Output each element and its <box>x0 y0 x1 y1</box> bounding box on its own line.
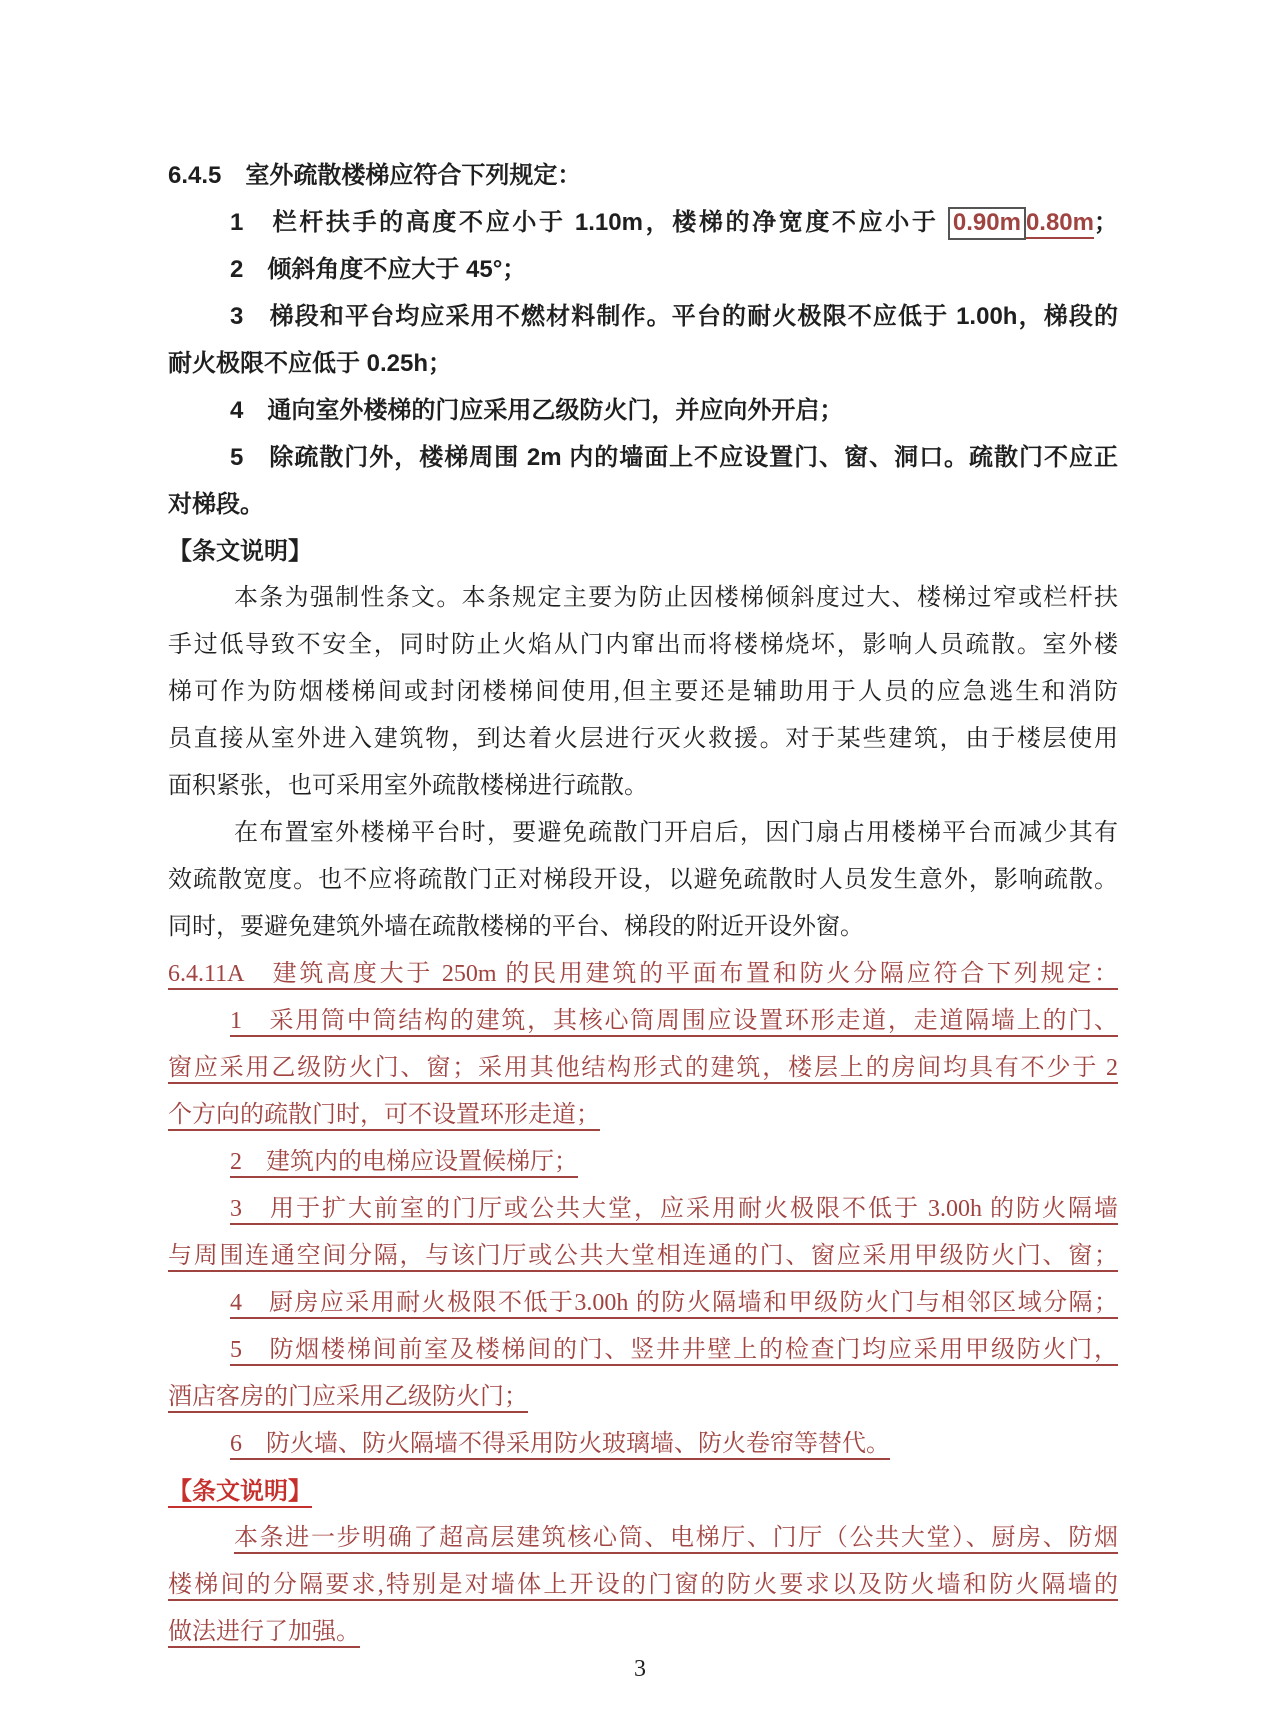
clause-6-4-5-item-5-line-1 <box>168 434 1118 481</box>
explanation-2-para-1-line-2 <box>168 1562 1118 1609</box>
text-run: 【条文说明】 <box>168 538 312 565</box>
clause-6-4-11A-item-5-line-2 <box>168 1374 1118 1421</box>
explanation-2-para-1-line-1 <box>168 1515 1118 1562</box>
explanation-2-para-1-line-3 <box>168 1609 1118 1656</box>
explanation-heading-1 <box>168 528 1118 575</box>
clause-6-4-5-item-3-line-1 <box>168 293 1118 340</box>
clause-6-4-11A-item-4 <box>168 1280 1118 1327</box>
text-run: 2 建筑内的电梯应设置候梯厅； <box>230 1149 578 1175</box>
text-run: 酒店客房的门应采用乙级防火门； <box>168 1384 528 1410</box>
text-run: 个方向的疏散门时，可不设置环形走道； <box>168 1102 600 1128</box>
document-body <box>168 152 1118 1656</box>
text-run: 6 防火墙、防火隔墙不得采用防火玻璃墙、防火卷帘等替代。 <box>230 1431 890 1457</box>
explanation-1-para-1-line-4 <box>168 716 1118 763</box>
text-run: 效疏散宽度。也不应将疏散门正对梯段开设，以避免疏散时人员发生意外，影响疏散。 <box>168 867 1118 893</box>
clause-6-4-5-item-4 <box>168 387 1118 434</box>
clause-6-4-5-item-2 <box>168 246 1118 293</box>
explanation-heading-2 <box>168 1468 1118 1515</box>
text-run: 耐火极限不应低于 0.25h； <box>168 350 453 377</box>
text-run: 手过低导致不安全，同时防止火焰从门内窜出而将楼梯烧坏，影响人员疏散。室外楼 <box>168 632 1118 658</box>
text-run: 同时，要避免建筑外墙在疏散楼梯的平台、梯段的附近开设外窗。 <box>168 914 864 940</box>
text-run: 6.4.5 室外疏散楼梯应符合下列规定： <box>168 162 582 189</box>
text-run: 4 厨房应采用耐火极限不低于3.00h 的防火隔墙和甲级防火门与相邻区域分隔； <box>230 1290 1118 1316</box>
clause-6-4-11A-heading <box>168 951 1118 998</box>
explanation-1-para-1-line-3 <box>168 669 1118 716</box>
explanation-1-para-1-line-2 <box>168 622 1118 669</box>
explanation-1-para-1-line-1 <box>168 575 1118 622</box>
clause-6-4-11A-item-5-line-1 <box>168 1327 1118 1374</box>
clause-6-4-5-item-1 <box>168 199 1118 246</box>
text-run: 1 栏杆扶手的高度不应小于 1.10m，楼梯的净宽度不应小于 <box>230 209 948 236</box>
explanation-1-para-1-line-5 <box>168 763 1118 810</box>
text-run: 与周围连通空间分隔，与该门厅或公共大堂相连通的门、窗应采用甲级防火门、窗； <box>168 1243 1118 1269</box>
text-run: 窗应采用乙级防火门、窗；采用其他结构形式的建筑，楼层上的房间均具有不少于 2 <box>168 1055 1118 1081</box>
inserted-value-underlined: 0.80m <box>1025 209 1094 236</box>
explanation-1-para-2-line-1 <box>168 810 1118 857</box>
clause-6-4-5-heading <box>168 152 1118 199</box>
explanation-1-para-2-line-2 <box>168 857 1118 904</box>
text-run: 5 防烟楼梯间前室及楼梯间的门、竖井井壁上的检查门均应采用甲级防火门， <box>230 1337 1118 1363</box>
text-run: 面积紧张，也可采用室外疏散楼梯进行疏散。 <box>168 773 648 799</box>
text-run: 梯可作为防烟楼梯间或封闭楼梯间使用,但主要还是辅助用于人员的应急逃生和消防 <box>168 679 1118 705</box>
clause-6-4-11A-item-1-line-1 <box>168 998 1118 1045</box>
text-run: ； <box>1094 209 1118 236</box>
text-run: 【条文说明】 <box>168 1478 312 1505</box>
clause-6-4-11A-item-3-line-2 <box>168 1233 1118 1280</box>
text-run: 在布置室外楼梯平台时，要避免疏散门开启后，因门扇占用楼梯平台而减少其有 <box>234 820 1118 846</box>
clause-6-4-11A-item-1-line-2 <box>168 1045 1118 1092</box>
text-run: 3 用于扩大前室的门厅或公共大堂，应采用耐火极限不低于 3.00h 的防火隔墙 <box>230 1196 1118 1222</box>
clause-6-4-11A-item-6 <box>168 1421 1118 1468</box>
text-run: 做法进行了加强。 <box>168 1619 360 1645</box>
clause-6-4-5-item-3-line-2 <box>168 340 1118 387</box>
clause-6-4-11A-item-3-line-1 <box>168 1186 1118 1233</box>
clause-6-4-5-item-5-line-2 <box>168 481 1118 528</box>
clause-6-4-11A-item-1-line-3 <box>168 1092 1118 1139</box>
text-run: 4 通向室外楼梯的门应采用乙级防火门，并应向外开启； <box>230 397 844 424</box>
deleted-value-boxed: 0.90m <box>948 207 1026 240</box>
explanation-1-para-2-line-3 <box>168 904 1118 951</box>
text-run: 员直接从室外进入建筑物，到达着火层进行灭火救援。对于某些建筑，由于楼层使用 <box>168 726 1118 752</box>
text-run: 本条为强制性条文。本条规定主要为防止因楼梯倾斜度过大、楼梯过窄或栏杆扶 <box>234 585 1118 611</box>
text-run: 对梯段。 <box>168 491 264 518</box>
text-run: 1 采用筒中筒结构的建筑，其核心筒周围应设置环形走道，走道隔墙上的门、 <box>230 1008 1118 1034</box>
clause-6-4-11A-item-2 <box>168 1139 1118 1186</box>
page-number: 3 <box>634 1656 646 1682</box>
text-run: 3 梯段和平台均应采用不燃材料制作。平台的耐火极限不应低于 1.00h，梯段的 <box>230 303 1118 330</box>
text-run: 5 除疏散门外，楼梯周围 2m 内的墙面上不应设置门、窗、洞口。疏散门不应正 <box>230 444 1118 471</box>
text-run: 本条进一步明确了超高层建筑核心筒、电梯厅、门厅（公共大堂）、厨房、防烟 <box>234 1525 1118 1551</box>
text-run: 6.4.11A 建筑高度大于 250m 的民用建筑的平面布置和防火分隔应符合下列规定： <box>168 961 1118 987</box>
text-run: 楼梯间的分隔要求,特别是对墙体上开设的门窗的防火要求以及防火墙和防火隔墙的 <box>168 1572 1118 1598</box>
text-run: 2 倾斜角度不应大于 45°； <box>230 256 527 283</box>
